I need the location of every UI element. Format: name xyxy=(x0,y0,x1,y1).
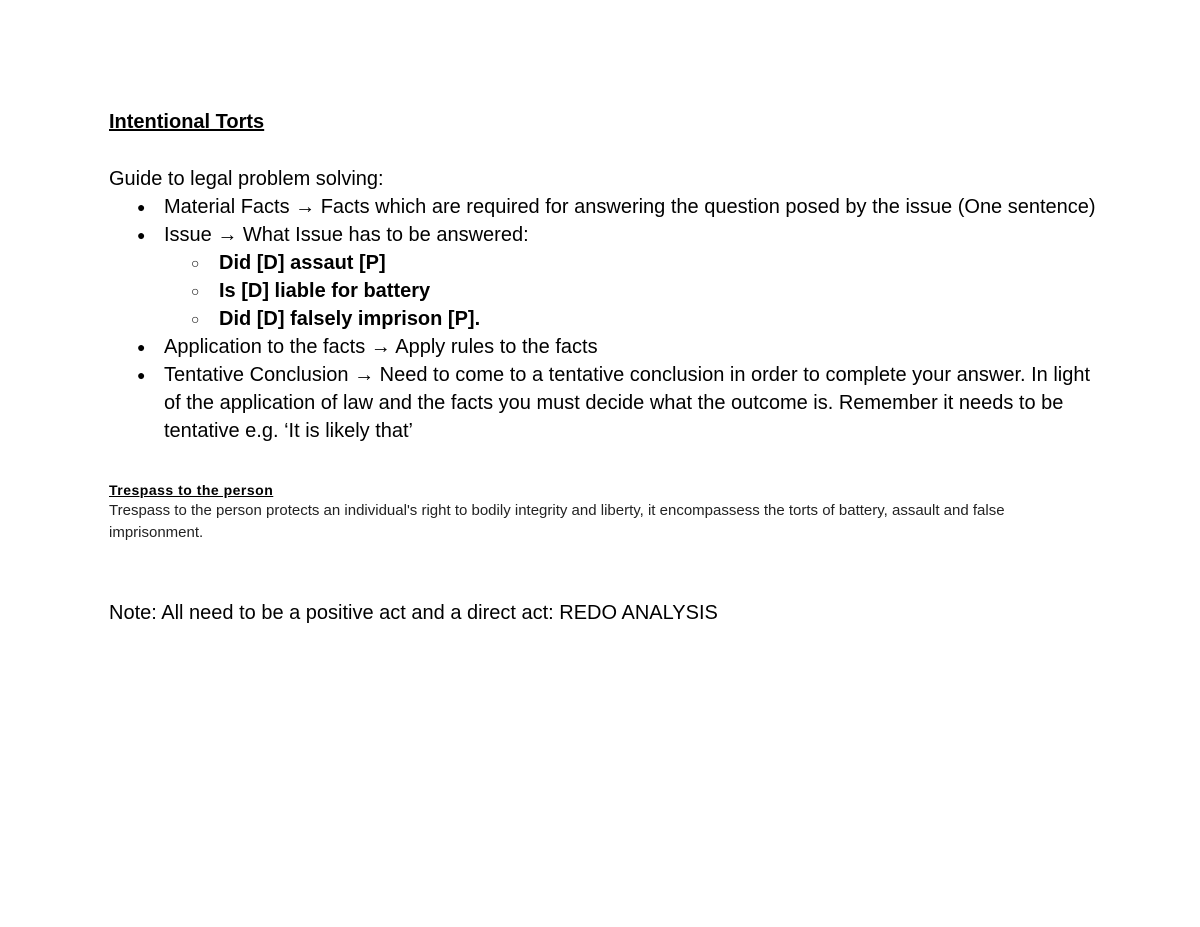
list-item-text: Material Facts → Facts which are required for answering the question posed by the issue (One sentence) xyxy=(164,196,1096,218)
list-item-tentative-conclusion xyxy=(109,361,1109,445)
list-item-text: Application to the facts → Apply rules to the facts xyxy=(164,336,598,358)
document-title: Intentional Torts xyxy=(109,111,265,133)
sublist-item xyxy=(164,277,1109,305)
list-item-text: Issue → What Issue has to be answered: xyxy=(164,224,529,246)
list-item-application xyxy=(109,333,1109,361)
bullet-icon: ● xyxy=(137,339,146,355)
list-item-text: Tentative Conclusion → Need to come to a tentative conclusion in order to complete your answer. In light of the application of law and the facts you must decide what the outcome is. Remember it needs to be tentative e.g. ‘It is likely that’ xyxy=(164,364,1091,442)
sub-bullet-icon: ○ xyxy=(191,255,200,271)
sublist-item xyxy=(164,249,1109,277)
sublist-item-text: Is [D] liable for battery xyxy=(219,280,431,302)
bullet-icon: ● xyxy=(137,199,146,215)
sub-bullet-icon: ○ xyxy=(191,311,200,327)
list-item-material-facts xyxy=(109,193,1109,221)
guide-heading: Guide to legal problem solving: xyxy=(109,168,384,190)
guide-list xyxy=(109,193,1109,445)
sub-bullet-icon: ○ xyxy=(191,283,200,299)
note-text: Note: All need to be a positive act and a direct act: REDO ANALYSIS xyxy=(109,602,718,624)
issue-sublist xyxy=(164,249,1109,333)
section-heading: Trespass to the person xyxy=(109,482,274,498)
list-item-issue xyxy=(109,221,1109,333)
section-body: Trespass to the person protects an individual's right to bodily integrity and liberty, it encompassess the torts of battery, assault and false imprisonment. xyxy=(109,502,1005,541)
sublist-item xyxy=(164,305,1109,333)
sublist-item-text: Did [D] assaut [P] xyxy=(219,252,386,274)
document-page xyxy=(109,108,1109,627)
sublist-item-text: Did [D] falsely imprison [P]. xyxy=(219,308,481,330)
bullet-icon: ● xyxy=(137,367,146,383)
bullet-icon: ● xyxy=(137,227,146,243)
